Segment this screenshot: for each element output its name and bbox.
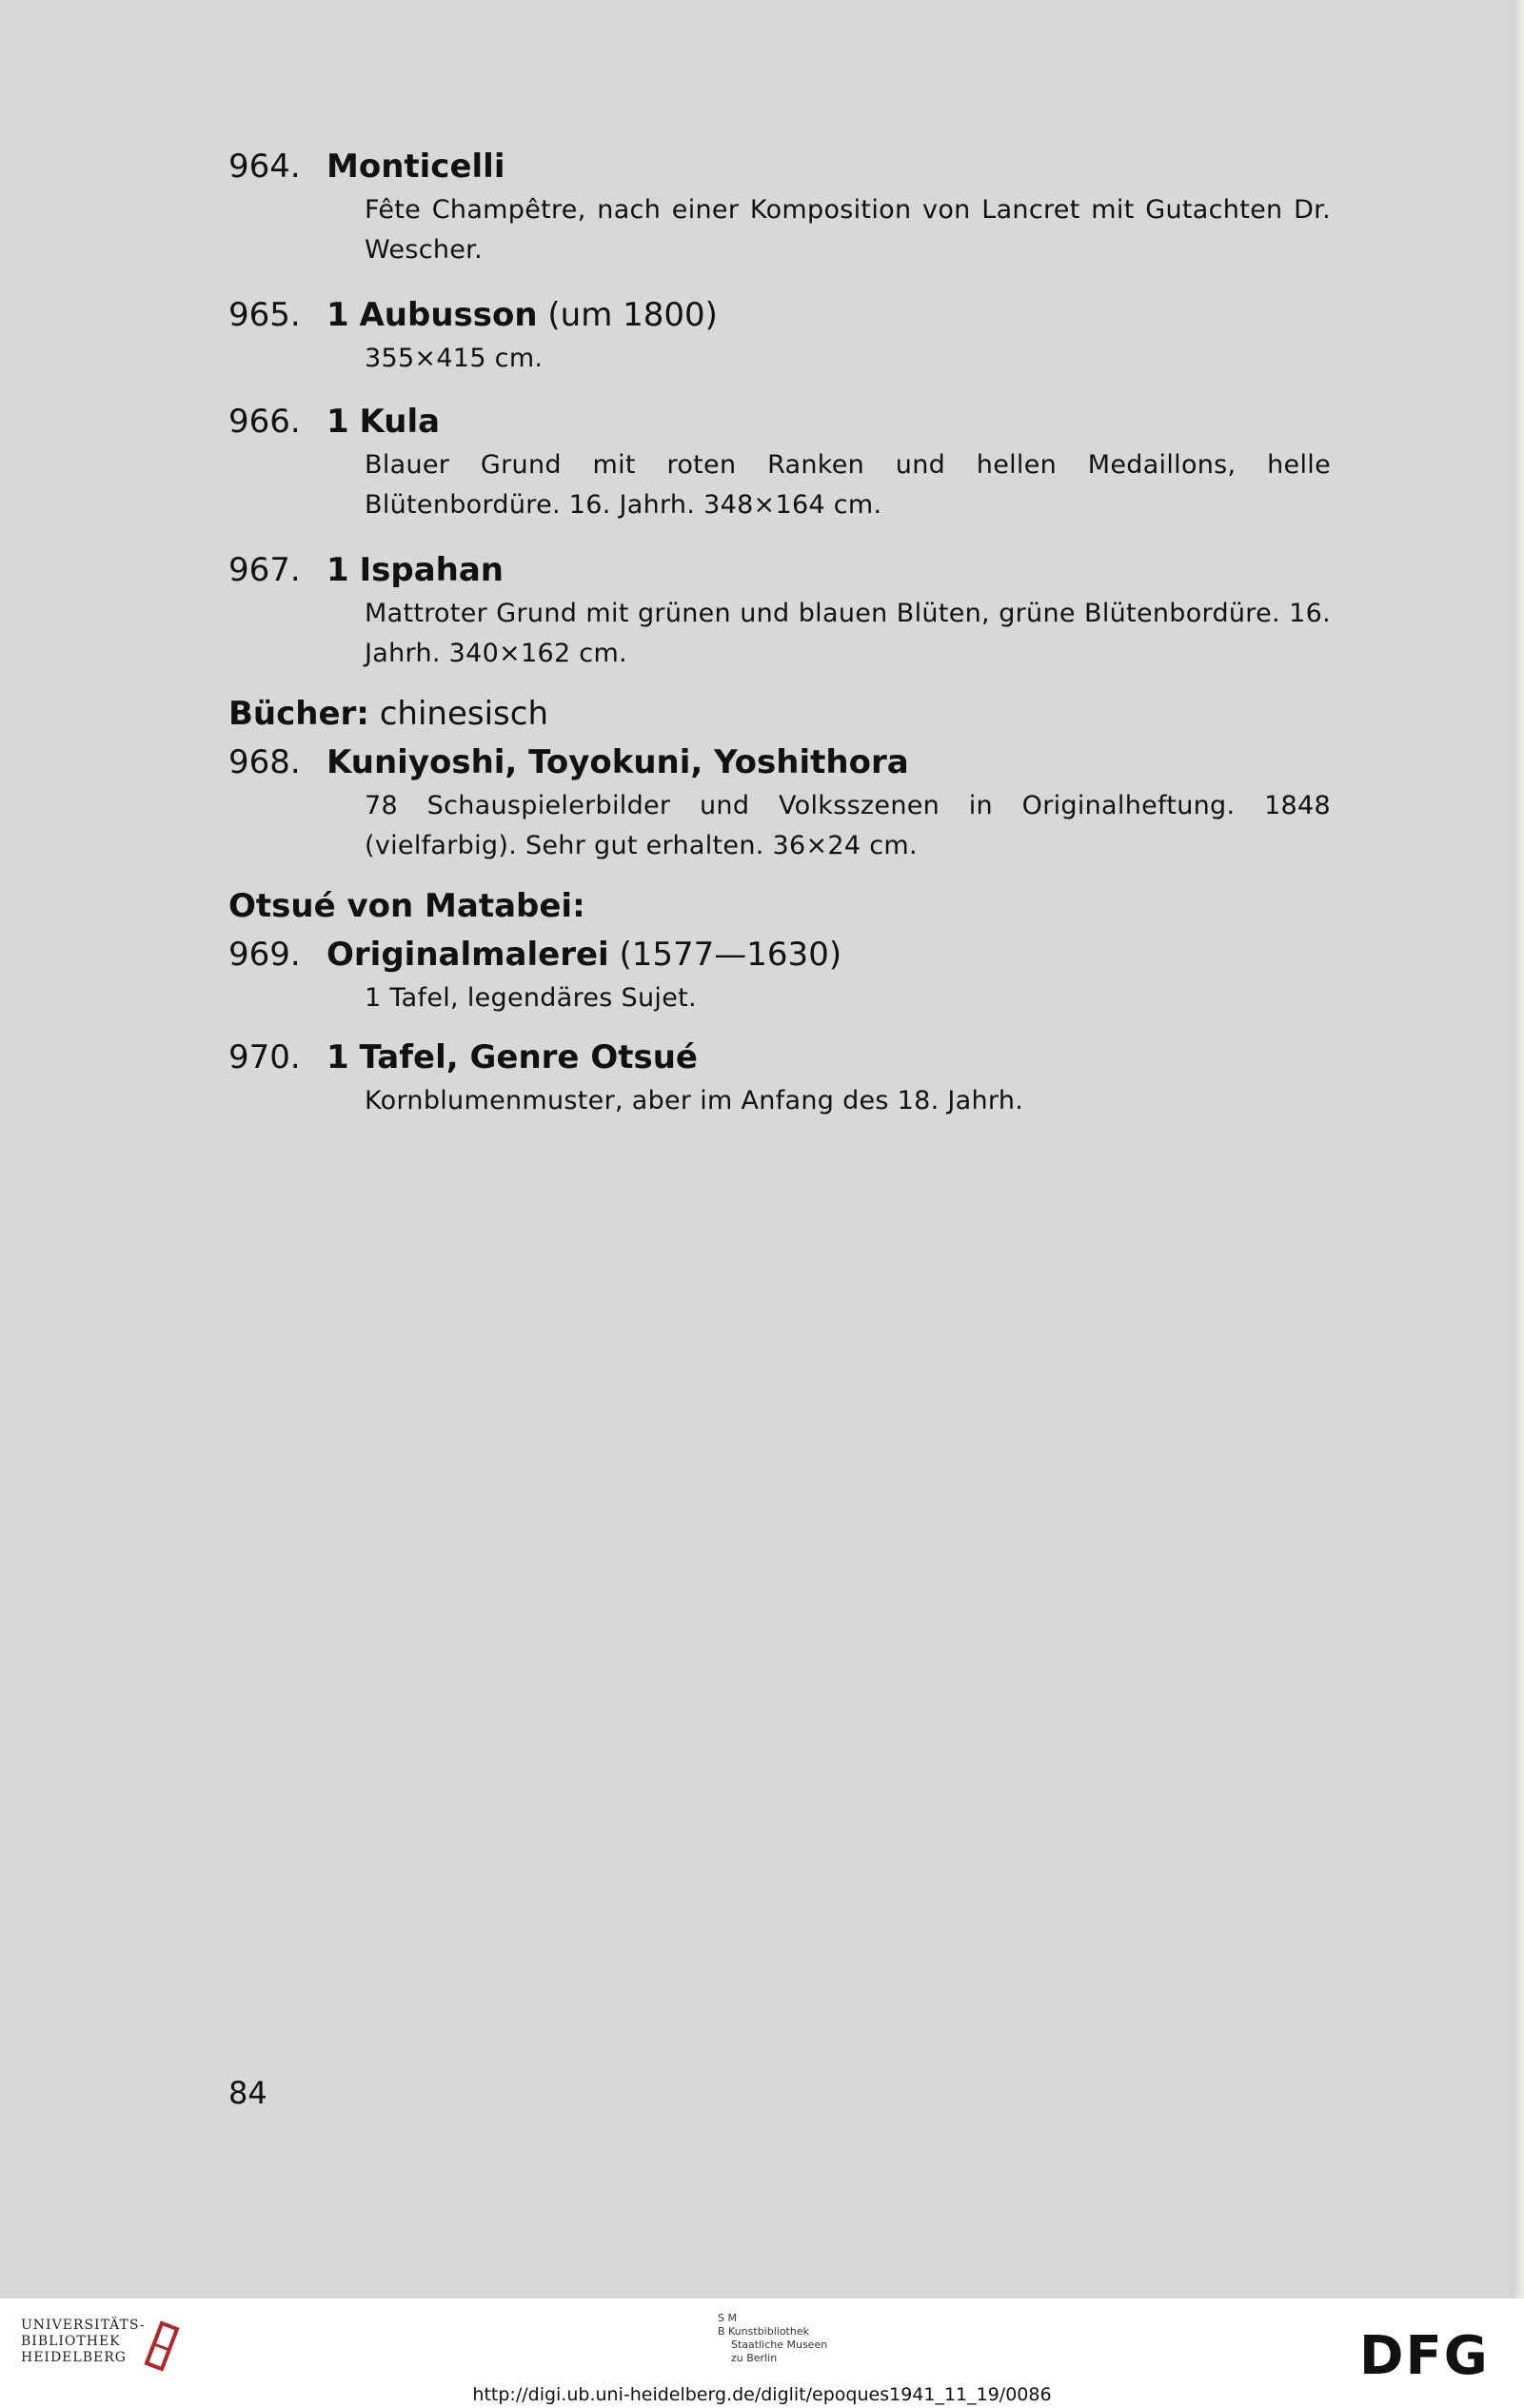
catalog-entry — [228, 291, 1333, 379]
credit-line: B Kunstbibliothek — [718, 2325, 809, 2338]
entry-quantity: 1 — [327, 296, 349, 334]
entry-heading — [228, 291, 1333, 339]
entry-title: Ispahan — [359, 551, 505, 589]
entry-quantity: 1 — [327, 403, 349, 441]
entry-number: 965. — [228, 296, 301, 334]
logo-text-line: HEIDELBERG — [21, 2350, 127, 2365]
digitization-footer — [0, 2299, 1524, 2408]
catalog-entry — [228, 546, 1333, 674]
entry-title: Kuniyoshi, Toyokuni, Yoshithora — [327, 743, 909, 781]
entry-heading — [228, 546, 1333, 594]
entry-heading — [228, 931, 1333, 978]
section-title: Bücher: — [228, 695, 369, 733]
entry-heading — [228, 398, 1333, 445]
entry-description: 355×415 cm. — [365, 344, 544, 373]
catalog-content — [228, 143, 1333, 1121]
catalog-entry — [228, 931, 1333, 1018]
section-heading-otsue — [228, 881, 1333, 931]
entry-number: 967. — [228, 551, 301, 589]
entry-quantity: 1 — [327, 551, 349, 589]
entry-heading — [228, 739, 1333, 786]
entry-title: Aubusson — [359, 296, 538, 334]
page-number: 84 — [228, 2075, 267, 2111]
entry-date: (1577—1630) — [619, 936, 842, 974]
entry-number: 966. — [228, 403, 301, 441]
entry-title: Monticelli — [327, 148, 505, 186]
catalog-entry — [228, 739, 1333, 866]
entry-description: 78 Schauspielerbilder und Volksszenen in Originalheftung. 1848 (vielfarbig). Sehr gut erhalten. 36×24 cm. — [365, 791, 1331, 860]
entry-quantity: 1 — [327, 1038, 349, 1076]
entry-heading — [228, 143, 1333, 190]
entry-description: Kornblumenmuster, aber im Anfang des 18. Jahrh. — [365, 1086, 1024, 1115]
entry-title: Tafel, Genre Otsué — [359, 1038, 698, 1076]
entry-description: 1 Tafel, legendäres Sujet. — [365, 983, 697, 1013]
entry-title: Originalmalerei — [327, 936, 609, 974]
credit-line: zu Berlin — [731, 2352, 778, 2364]
entry-date: (um 1800) — [547, 296, 718, 334]
entry-heading — [228, 1034, 1333, 1081]
entry-number: 964. — [228, 148, 301, 186]
entry-title: Kula — [359, 403, 441, 441]
library-mark-icon — [141, 2316, 183, 2375]
entry-description: Fête Champêtre, nach einer Komposition von Lancret mit Gutachten Dr. Wescher. — [365, 195, 1331, 265]
entry-number: 970. — [228, 1038, 301, 1076]
dfg-logo[interactable]: DFG — [1359, 2325, 1490, 2387]
page-edge-shadow — [1511, 0, 1524, 2299]
section-heading-books — [228, 689, 1333, 739]
entry-number: 968. — [228, 743, 301, 781]
entry-description: Mattroter Grund mit grünen und blauen Blüten, grüne Blütenbordüre. 16. Jahrh. 340×162 cm. — [365, 599, 1331, 668]
section-subtitle: chinesisch — [379, 695, 548, 733]
logo-text-line: UNIVERSITÄTS- — [21, 2318, 146, 2333]
logo-text-line: BIBLIOTHEK — [21, 2334, 121, 2349]
entry-number: 969. — [228, 936, 301, 974]
museum-credit — [718, 2312, 827, 2365]
section-title: Otsué von Matabei: — [228, 887, 585, 925]
university-library-logo[interactable] — [21, 2318, 146, 2366]
catalog-entry — [228, 1034, 1333, 1121]
catalog-entry — [228, 398, 1333, 525]
credit-line: Staatliche Museen — [731, 2339, 828, 2351]
catalog-entry — [228, 143, 1333, 270]
permalink-url[interactable]: http://digi.ub.uni-heidelberg.de/diglit/epoques1941_11_19/0086 — [472, 2384, 1052, 2405]
credit-line: S M — [718, 2312, 737, 2324]
entry-description: Blauer Grund mit roten Ranken und hellen Medaillons, helle Blütenbordüre. 16. Jahrh. 348×164 cm. — [365, 450, 1331, 520]
